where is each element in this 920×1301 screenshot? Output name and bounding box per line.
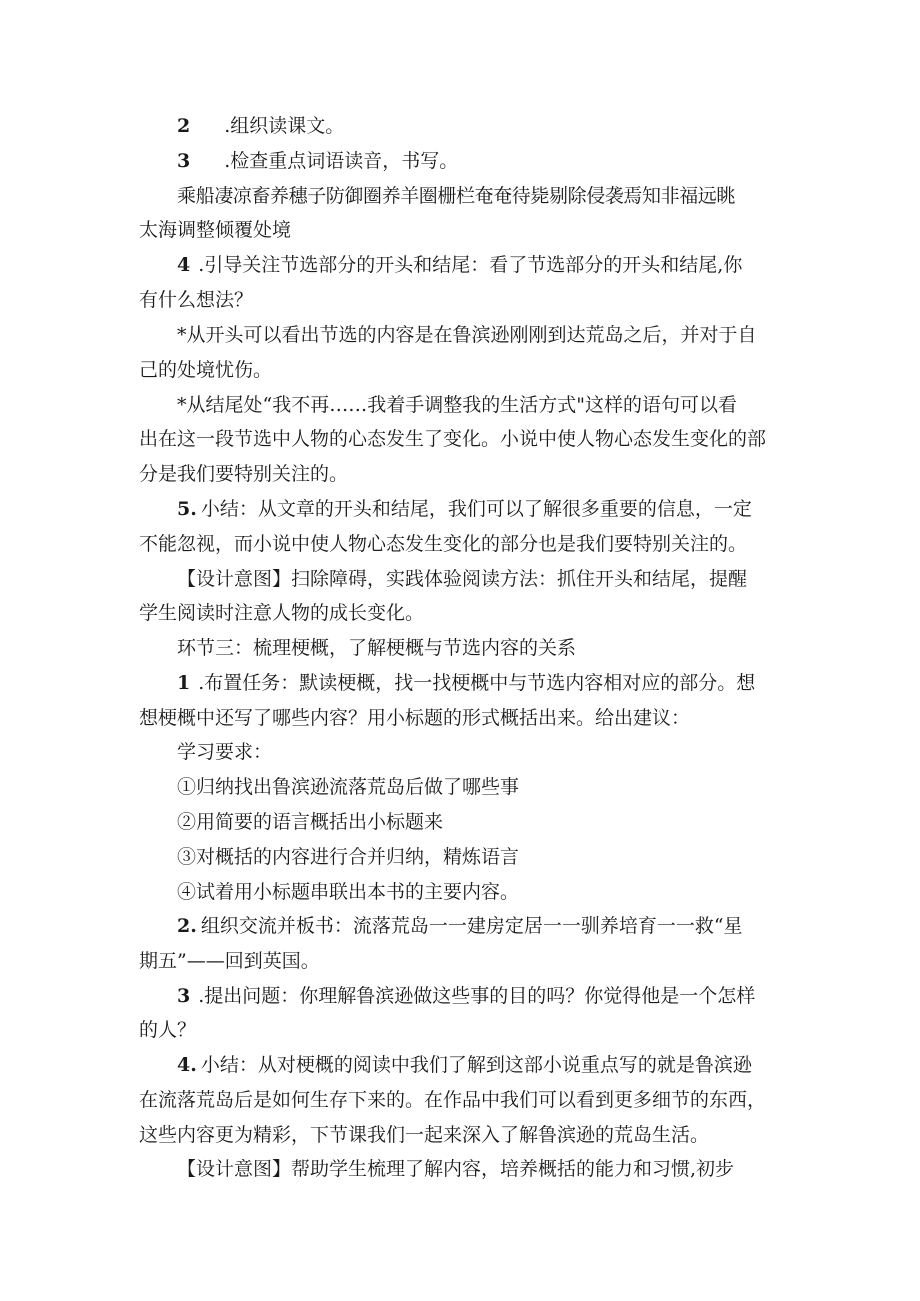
requirement-item-3: ③对概括的内容进行合并归纳，精炼语言 <box>177 846 520 868</box>
step-3-line <box>177 149 458 173</box>
requirement-item-2: ②用简要的语言概括出小标题来 <box>177 811 444 833</box>
design-intent-2-line-1: 【设计意图】帮助学生梳理了解内容，培养概括的能力和习惯,初步 <box>177 1158 735 1180</box>
vocab-line-2: 太海调整倾覆处境 <box>139 219 292 241</box>
task-4-line-1 <box>177 1053 752 1077</box>
step-text: .提出问题：你理解鲁滨逊做这些事的目的吗？你觉得他是一个怎样 <box>198 985 756 1007</box>
task-4-line-2: 在流落荒岛后是如何生存下来的。在作品中我们可以看到更多细节的东西， <box>139 1089 767 1111</box>
note-1-line-1: *从开头可以看出节选的内容是在鲁滨逊刚刚到达荒岛之后，并对于自 <box>177 324 757 346</box>
step-number: 4 <box>177 254 191 276</box>
design-intent-1-line-1: 【设计意图】扫除障碍，实践体验阅读方法：抓住开头和结尾，提醒 <box>177 568 748 590</box>
requirements-heading: 学习要求： <box>177 741 273 763</box>
step-2-line <box>177 114 344 138</box>
task-1-line-2: 想梗概中还写了哪些内容？用小标题的形式概括出来。给出建议： <box>139 707 691 729</box>
note-2-line-3: 分是我们要特别关注的。 <box>139 463 349 485</box>
note-1-line-2: 己的处境忧伤。 <box>139 359 273 381</box>
task-1-line-1 <box>177 671 755 695</box>
task-3-line-1 <box>177 984 755 1008</box>
step-text: 小结：从文章的开头和结尾，我们可以了解很多重要的信息，一定 <box>200 498 752 520</box>
step-5-line-2: 不能忽视，而小说中使人物心态发生变化的部分也是我们要特别关注的。 <box>139 533 748 555</box>
step-number: 3 <box>177 150 191 172</box>
step-text: .布置任务：默读梗概，找一找梗概中与节选内容相对应的部分。想 <box>198 672 756 694</box>
step-text: 组织交流并板书：流落荒岛一一建房定居一一驯养培育一一救“星 <box>200 915 743 937</box>
note-2-line-1: *从结尾处“我不再……我着手调整我的生活方式"这样的语句可以看 <box>177 394 737 416</box>
task-2-line-1 <box>177 914 743 938</box>
step-number: 2. <box>177 915 197 937</box>
task-2-line-2: 期五”——回到英国。 <box>139 950 320 972</box>
step-text: 小结：从对梗概的阅读中我们了解到这部小说重点写的就是鲁滨逊 <box>200 1054 752 1076</box>
task-4-line-3: 这些内容更为精彩，下节课我们一起来深入了解鲁滨逊的荒岛生活。 <box>139 1124 710 1146</box>
design-intent-1-line-2: 学生阅读时注意人物的成长变化。 <box>139 602 425 624</box>
vocab-line-1: 乘船凄凉畜养穗子防御圈养羊圈栅栏奄奄待毙剔除侵袭焉知非福远眺 <box>177 185 736 207</box>
step-number: 3 <box>177 985 191 1007</box>
step-number: 5. <box>177 498 197 520</box>
step-text: .组织读课文。 <box>224 115 345 137</box>
step-4-line-1 <box>177 253 742 277</box>
step-text: .引导关注节选部分的开头和结尾：看了节选部分的开头和结尾,你 <box>198 254 743 276</box>
task-3-line-2: 的人？ <box>139 1019 197 1041</box>
step-text: .检查重点词语读音，书写。 <box>224 150 459 172</box>
requirement-item-1: ①归纳找出鲁滨逊流落荒岛后做了哪些事 <box>177 776 520 798</box>
requirement-item-4: ④试着用小标题串联出本书的主要内容。 <box>177 881 520 903</box>
step-4-line-2: 有什么想法？ <box>139 289 254 311</box>
step-number: 2 <box>177 115 191 137</box>
section-heading: 环节三：梳理梗概，了解梗概与节选内容的关系 <box>177 637 577 659</box>
note-2-line-2: 出在这一段节选中人物的心态发生了变化。小说中使人物心态发生变化的部 <box>139 428 767 450</box>
step-5-line-1 <box>177 497 752 521</box>
step-number: 4. <box>177 1054 197 1076</box>
step-number: 1 <box>177 672 191 694</box>
